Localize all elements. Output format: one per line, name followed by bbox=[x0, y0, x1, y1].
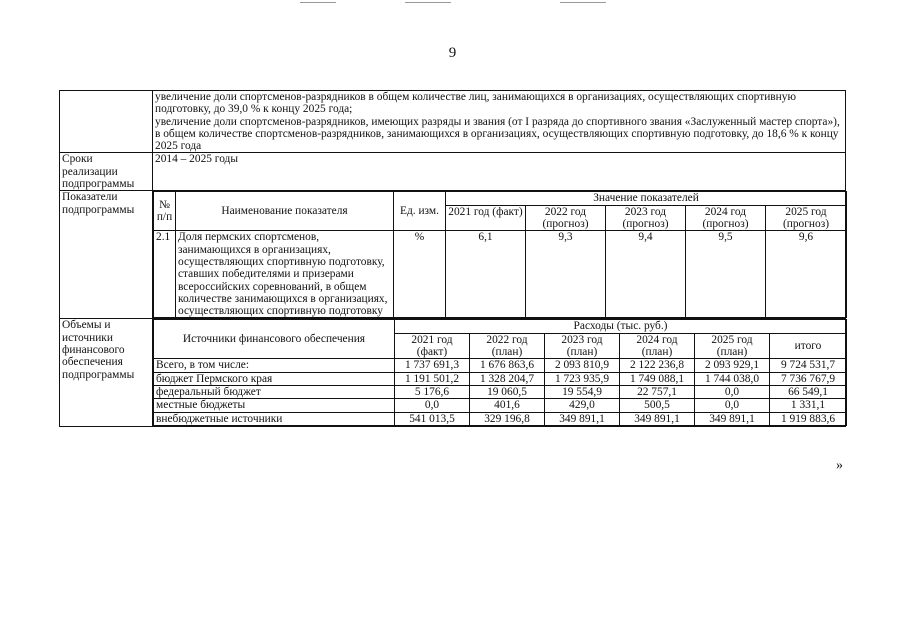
indicator-year-header: 2023 год (прогноз) bbox=[606, 205, 686, 231]
finance-row bbox=[60, 319, 846, 426]
finance-cell bbox=[153, 319, 846, 426]
finance-value: 22 757,1 bbox=[620, 385, 695, 398]
indicator-unit: % bbox=[394, 231, 446, 318]
finance-value: 329 196,8 bbox=[470, 412, 545, 425]
finance-year-header: 2022 год (план) bbox=[470, 333, 545, 359]
indicators-row bbox=[60, 191, 846, 319]
finance-data-row bbox=[154, 385, 847, 398]
finance-total: 7 736 767,9 bbox=[770, 372, 847, 385]
finance-source-name: местные бюджеты bbox=[154, 399, 395, 412]
indicator-value: 9,3 bbox=[526, 231, 606, 318]
finance-source-name: внебюджетные источники bbox=[154, 412, 395, 425]
finance-value: 401,6 bbox=[470, 399, 545, 412]
indicator-num: 2.1 bbox=[154, 231, 176, 318]
terms-value: 2014 – 2025 годы bbox=[153, 153, 846, 191]
finance-total: 66 549,1 bbox=[770, 385, 847, 398]
finance-total: 1 331,1 bbox=[770, 399, 847, 412]
finance-year-header: 2021 год (факт) bbox=[395, 333, 470, 359]
finance-data-row bbox=[154, 372, 847, 385]
finance-year-header: 2025 год (план) bbox=[695, 333, 770, 359]
finance-value: 349 891,1 bbox=[620, 412, 695, 425]
finance-value: 0,0 bbox=[395, 399, 470, 412]
goals-label-cell bbox=[60, 91, 153, 153]
indicator-year-header: 2021 год (факт) bbox=[446, 205, 526, 231]
finance-total: 1 919 883,6 bbox=[770, 412, 847, 425]
indicator-value: 9,4 bbox=[606, 231, 686, 318]
finance-value: 19 060,5 bbox=[470, 385, 545, 398]
finance-value: 500,5 bbox=[620, 399, 695, 412]
finance-total-header: итого bbox=[770, 333, 847, 359]
finance-value: 541 013,5 bbox=[395, 412, 470, 425]
finance-value: 19 554,9 bbox=[545, 385, 620, 398]
finance-value: 1 737 691,3 bbox=[395, 359, 470, 372]
page-number: 9 bbox=[448, 45, 457, 61]
indicators-label: Показатели подпрограммы bbox=[60, 191, 153, 319]
indicators-cell bbox=[153, 191, 846, 319]
finance-data-row bbox=[154, 412, 847, 425]
passport-table bbox=[59, 90, 846, 427]
top-edge-mark bbox=[300, 2, 336, 3]
finance-label: Объемы и источники финансового обеспечения подпрограммы bbox=[60, 319, 153, 426]
finance-header-top bbox=[154, 320, 847, 333]
terms-label: Сроки реализации подпрограммы bbox=[60, 153, 153, 191]
finance-data-row bbox=[154, 359, 847, 372]
finance-value: 1 723 935,9 bbox=[545, 372, 620, 385]
indicator-row bbox=[154, 231, 847, 318]
finance-value: 2 122 236,8 bbox=[620, 359, 695, 372]
finance-value: 0,0 bbox=[695, 399, 770, 412]
terms-row bbox=[60, 153, 846, 191]
finance-value: 1 749 088,1 bbox=[620, 372, 695, 385]
indicator-values-title: Значение показателей bbox=[446, 192, 847, 205]
finance-value: 0,0 bbox=[695, 385, 770, 398]
finance-value: 2 093 929,1 bbox=[695, 359, 770, 372]
finance-expenses-title: Расходы (тыс. руб.) bbox=[395, 320, 847, 333]
finance-table bbox=[153, 319, 847, 425]
indicator-unit-header: Ед. изм. bbox=[394, 192, 446, 231]
indicator-year-header: 2024 год (прогноз) bbox=[686, 205, 766, 231]
finance-value: 5 176,6 bbox=[395, 385, 470, 398]
finance-value: 349 891,1 bbox=[695, 412, 770, 425]
finance-source-name: бюджет Пермского края bbox=[154, 372, 395, 385]
goal-1: увеличение доли спортсменов-разрядников в общем количестве лиц, занимающихся в организациях, осуществляющих спортивную подготовку, до 39,0 % к концу 2025 года; bbox=[155, 91, 796, 116]
goal-2: увеличение доли спортсменов-разрядников, имеющих разряды и звания (от I разряда до спортивного звания «Заслуженный мастер спорта»), в общем количестве спортсменов-разрядников, занимающихся в организациях, осуществляющих спортивную подготовку, до 18,6 % к концу 2025 года bbox=[155, 115, 840, 153]
goals-row bbox=[60, 91, 846, 153]
goals-text-cell bbox=[153, 91, 846, 153]
finance-value: 2 093 810,9 bbox=[545, 359, 620, 372]
closing-quote: » bbox=[836, 458, 843, 473]
finance-value: 1 328 204,7 bbox=[470, 372, 545, 385]
finance-data-row bbox=[154, 399, 847, 412]
finance-value: 1 191 501,2 bbox=[395, 372, 470, 385]
indicators-table bbox=[153, 191, 847, 318]
indicator-year-header: 2022 год (прогноз) bbox=[526, 205, 606, 231]
finance-value: 429,0 bbox=[545, 399, 620, 412]
finance-total: 9 724 531,7 bbox=[770, 359, 847, 372]
indicator-value: 9,6 bbox=[766, 231, 847, 318]
indicator-name: Доля пермских спортсменов, занимающихся в организациях, осуществляющих спортивную подготовку, ставших победителями и призерами всероссийских соревнований, в общем количестве занимающихся в организациях, осуществляющих спортивную подготовку bbox=[176, 231, 394, 318]
finance-value: 349 891,1 bbox=[545, 412, 620, 425]
finance-sources-header: Источники финансового обеспечения bbox=[154, 320, 395, 359]
indicator-name-header: Наименование показателя bbox=[176, 192, 394, 231]
finance-year-header: 2023 год (план) bbox=[545, 333, 620, 359]
finance-source-name: Всего, в том числе: bbox=[154, 359, 395, 372]
indicator-num-header: № п/п bbox=[154, 192, 176, 231]
finance-source-name: федеральный бюджет bbox=[154, 385, 395, 398]
finance-year-header: 2024 год (план) bbox=[620, 333, 695, 359]
indicators-header-top bbox=[154, 192, 847, 205]
top-edge-mark bbox=[560, 2, 606, 3]
top-edge-mark bbox=[405, 2, 451, 3]
indicator-value: 6,1 bbox=[446, 231, 526, 318]
indicator-value: 9,5 bbox=[686, 231, 766, 318]
indicator-year-header: 2025 год (прогноз) bbox=[766, 205, 847, 231]
finance-value: 1 676 863,6 bbox=[470, 359, 545, 372]
finance-value: 1 744 038,0 bbox=[695, 372, 770, 385]
